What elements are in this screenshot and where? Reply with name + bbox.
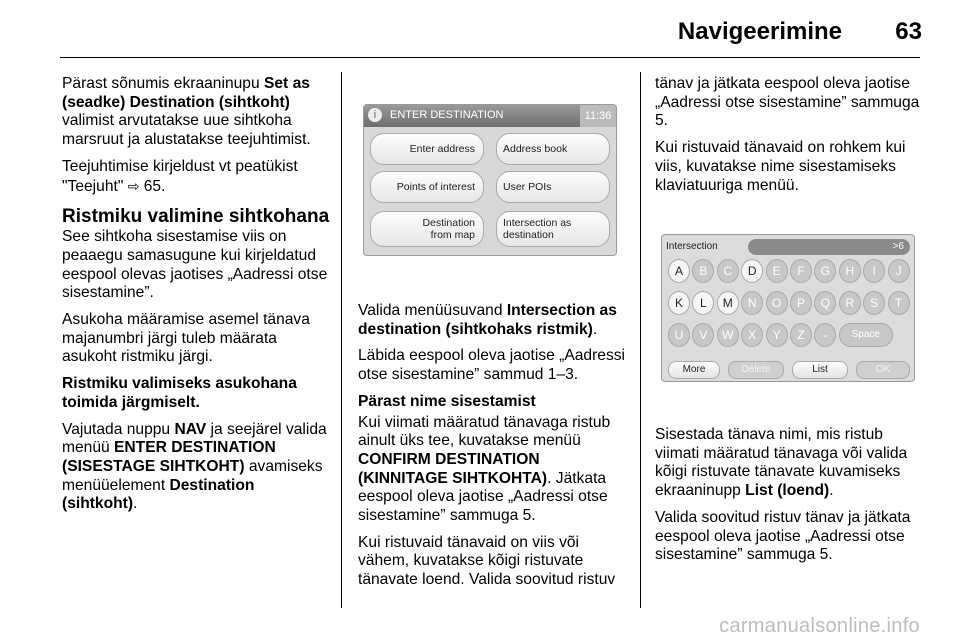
key-q[interactable]: Q xyxy=(814,291,836,315)
points-of-interest-button[interactable]: Points of interest xyxy=(370,171,484,203)
key-e[interactable]: E xyxy=(766,259,788,283)
paragraph: Kui ristuvaid tänavaid on rohkem kui viis, kuvatakse nime sisestamiseks klaviatuuriga menüü. xyxy=(655,139,906,194)
screen-title-bar xyxy=(364,105,616,127)
paragraph: Kui ristuvaid tänavaid on viis või vähem, kuvatakse kõigi ristuvate tänavate loend. Valida soovitud ristuv xyxy=(358,533,616,589)
page-number: 63 xyxy=(895,18,922,45)
paragraph: Valida soovitud ristuv tänav ja jätkata eespool oleva jaotise „Aadressi otse sisestamine” sammuga 5. xyxy=(655,508,911,564)
paragraph: tänav ja jätkata eespool oleva jaotise „Aadressi otse sisestamine” sammuga 5. xyxy=(655,75,920,130)
list-button[interactable]: List xyxy=(792,361,848,379)
intersection-input[interactable] xyxy=(748,239,910,255)
enter-destination-screen xyxy=(363,104,617,256)
screen-title: ENTER DESTINATION xyxy=(390,109,504,121)
column-2 xyxy=(358,302,628,598)
user-pois-button[interactable]: User POIs xyxy=(496,171,610,203)
key-b[interactable]: B xyxy=(692,259,714,283)
page-header xyxy=(0,0,960,58)
key-k[interactable]: K xyxy=(668,291,690,315)
key-z[interactable]: Z xyxy=(790,323,812,347)
key-t[interactable]: T xyxy=(888,291,910,315)
page-title: Navigeerimine xyxy=(677,18,842,45)
key-i[interactable]: I xyxy=(863,259,885,283)
paragraph: Valida menüüsuvand Intersection as destination (sihtkohaks ristmik). xyxy=(358,302,617,338)
paragraph: Pärast nime sisestamist xyxy=(358,392,536,410)
column-1 xyxy=(62,75,332,522)
paragraph: Ristmiku valimiseks asukohana toimida järgmiselt. xyxy=(62,375,297,411)
key-w[interactable]: W xyxy=(717,323,739,347)
paragraph: Sisestada tänava nimi, mis ristub viimati määratud tänavaga või valida kõigi ristuvate tänavate kuvamiseks ekraaninupp List (loend). xyxy=(655,426,908,500)
key-s[interactable]: S xyxy=(863,291,885,315)
intersection-keyboard-screen xyxy=(661,234,915,382)
paragraph: Kui viimati määratud tänavaga ristub ainult üks tee, kuvatakse menüü CONFIRM DESTINATION (KINNITAGE SIHTKOHTA). Jätkata eespool oleva jaotise „Aadressi otse sisestamine” sammuga 5. xyxy=(358,413,611,525)
match-count: >6 xyxy=(892,241,904,252)
key-space[interactable]: Space xyxy=(839,323,893,347)
key-p[interactable]: P xyxy=(790,291,812,315)
key-u[interactable]: U xyxy=(668,323,690,347)
paragraph: See sihtkoha sisestamise viis on peaaegu samasugune kui kirjeldatud eespool olevas jaotises „Aadressi otse sisestamine”. xyxy=(62,228,328,302)
enter-address-button[interactable]: Enter address xyxy=(370,133,484,165)
key-h[interactable]: H xyxy=(839,259,861,283)
paragraph: Teejuhtimise kirjeldust vt peatükist "Teejuht" ⇨ 65. xyxy=(62,157,298,195)
destination-from-map-button[interactable]: Destination from map xyxy=(370,211,484,247)
more-button[interactable]: More xyxy=(668,361,720,379)
input-label: Intersection xyxy=(666,241,718,252)
enter-destination-screenshot xyxy=(355,92,623,286)
key-c[interactable]: C xyxy=(717,259,739,283)
key-r[interactable]: R xyxy=(839,291,861,315)
section-heading: Ristmiku valimine sihtkohana xyxy=(62,206,330,228)
key-n[interactable]: N xyxy=(741,291,763,315)
address-book-button[interactable]: Address book xyxy=(496,133,610,165)
key-f[interactable]: F xyxy=(790,259,812,283)
key-hyphen[interactable]: - xyxy=(814,323,836,347)
paragraph: Vajutada nuppu NAV ja seejärel valida menüü ENTER DESTINATION (SISESTAGE SIHTKOHT) avamiseks menüüelement Destination (sihtkoht). xyxy=(62,420,327,513)
key-l[interactable]: L xyxy=(692,291,714,315)
key-j[interactable]: J xyxy=(888,259,910,283)
paragraph: Läbida eespool oleva jaotise „Aadressi otse sisestamine” sammud 1–3. xyxy=(358,347,625,384)
key-v[interactable]: V xyxy=(692,323,714,347)
intersection-keyboard-screenshot xyxy=(655,230,919,410)
key-g[interactable]: G xyxy=(814,259,836,283)
key-a[interactable]: A xyxy=(668,259,690,283)
paragraph: Asukoha määramise asemel tänava majanumbri järgi tuleb määrata asukoht ristmiku järgi. xyxy=(62,311,310,366)
key-d[interactable]: D xyxy=(741,259,763,283)
page-ref-icon: ⇨ xyxy=(127,177,140,194)
ok-button[interactable]: OK xyxy=(856,361,910,379)
key-y[interactable]: Y xyxy=(766,323,788,347)
column-3-lower xyxy=(655,426,923,573)
info-icon: i xyxy=(368,108,382,122)
column-divider-2 xyxy=(640,72,641,608)
delete-button[interactable]: Delete xyxy=(728,361,784,379)
clock: 11:36 xyxy=(580,105,616,127)
column-divider-1 xyxy=(341,72,342,608)
column-3 xyxy=(655,75,923,203)
intersection-input-bar xyxy=(666,239,910,255)
paragraph: Pärast sõnumis ekraaninupu Set as (seadke) Destination (sihtkoht) valimist arvutatakse uue sihtkoha marsruut ja alustatakse teejuhtimist. xyxy=(62,75,311,149)
header-rule xyxy=(60,57,920,58)
key-m[interactable]: M xyxy=(717,291,739,315)
key-o[interactable]: O xyxy=(766,291,788,315)
intersection-as-destination-button[interactable]: Intersection as destination xyxy=(496,211,610,247)
key-x[interactable]: X xyxy=(741,323,763,347)
watermark: carmanualsonline.info xyxy=(719,615,920,637)
